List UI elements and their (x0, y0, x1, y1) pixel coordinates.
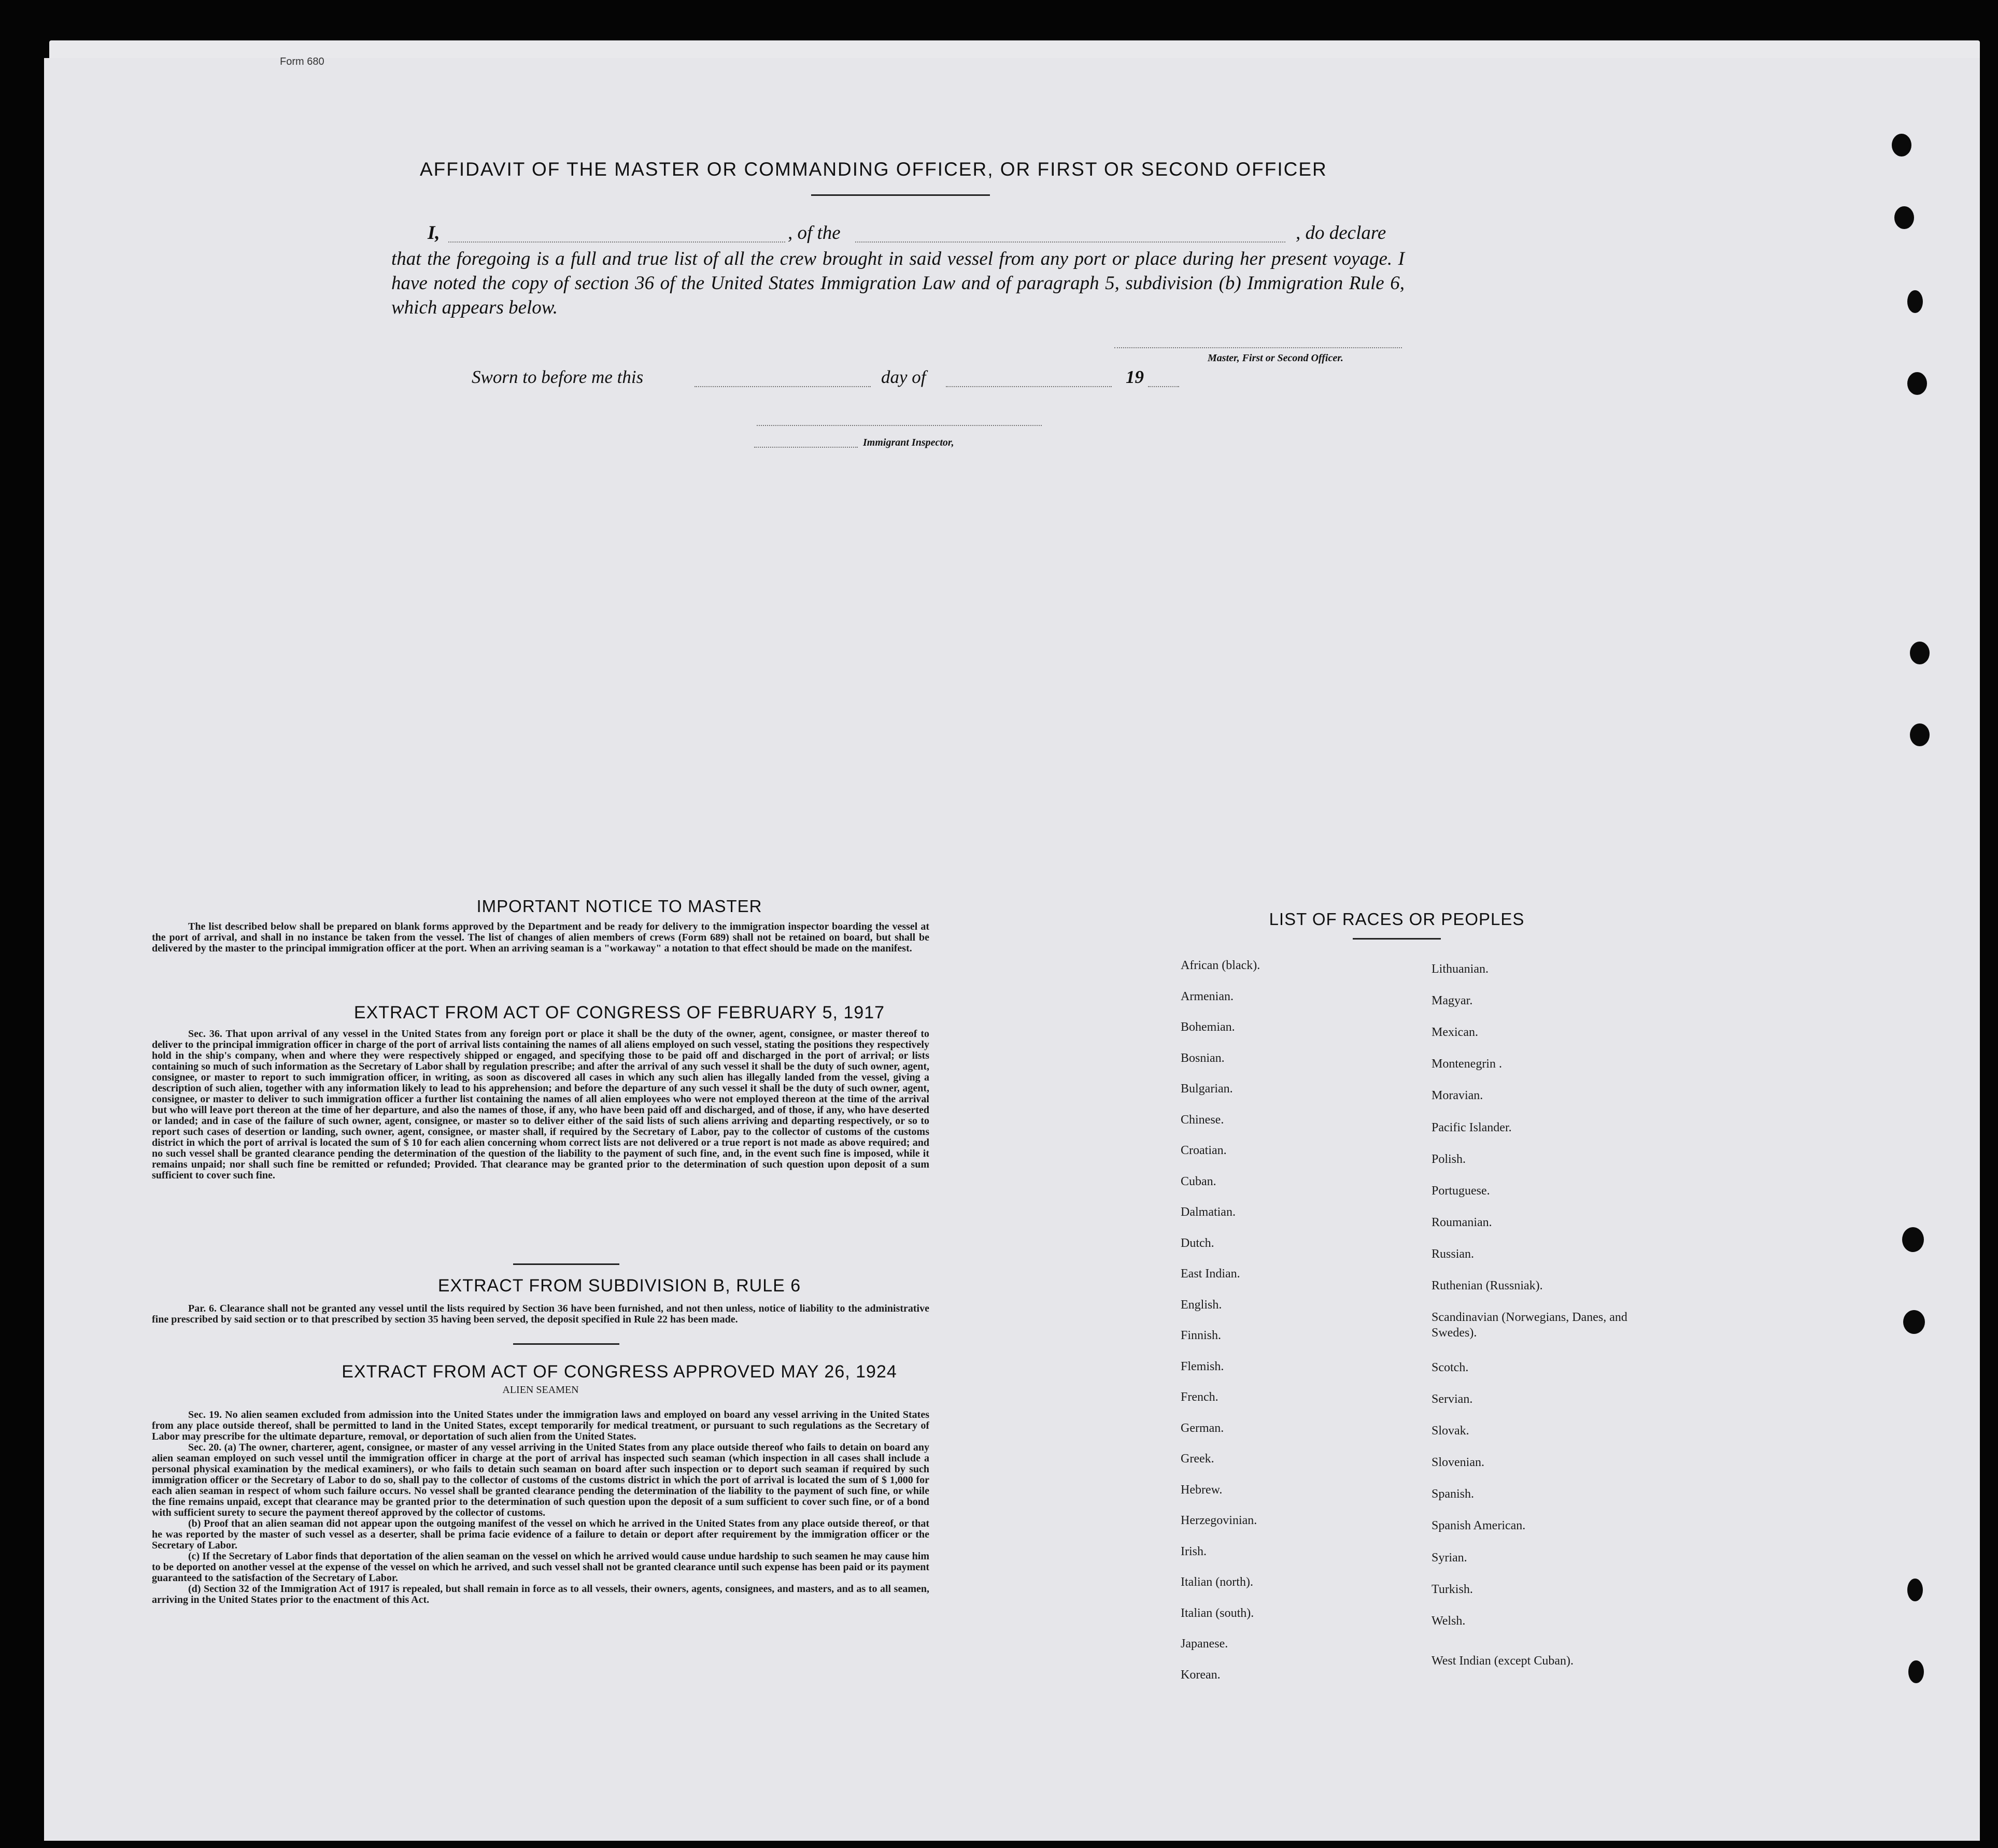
extract-1924-paragraph: Sec. 20. (a) The owner, charterer, agent, consignee, or master of any vessel arriving in the United States from any place outside thereof who fails to detain on board any alien seaman employed on such vessel until the immigration officer in charge at the port of arrival has inspected such seaman (which inspection in all cases shall include a personal physical examination by the medical examiners), or who fails to detain such seaman on board after such inspection or to deport such seaman if required by such immigration officer or the Secretary of Labor to do so, shall pay to the collector of customs of the customs district in which the port of arrival is located the sum of $ 1,000 for each alien seaman in respect of whom such failure occurs. No vessel shall be granted clearance pending the determination of the liability to the payment of such fine, or while the fine remains unpaid, except that clearance may be granted prior to the determination of such question upon the deposit of a sum sufficient to cover such fine, or of a bond with sufficient surety to secure the payment thereof approved by the collector of customs. (152, 1442, 929, 1518)
race-item: Slovak. (1432, 1424, 1469, 1438)
alien-seamen-subheading: ALIEN SEAMEN (502, 1384, 579, 1396)
race-item: Turkish. (1432, 1583, 1473, 1596)
race-item: Bulgarian. (1181, 1082, 1233, 1096)
race-item: Spanish American. (1432, 1519, 1526, 1532)
day-of-label: day of (881, 367, 926, 387)
divider-rule (513, 1343, 619, 1345)
declaration-line-1 (391, 222, 1405, 246)
race-item: Dalmatian. (1181, 1205, 1236, 1219)
race-item: Scotch. (1432, 1361, 1469, 1374)
of-the-label: , of the (788, 222, 841, 244)
affidavit-title: AFFIDAVIT OF THE MASTER OR COMMANDING OFFICER, OR FIRST OR SECOND OFFICER (420, 159, 1327, 180)
binder-hole-icon (1892, 134, 1911, 157)
form-number: Form 680 (280, 56, 324, 67)
race-item: Ruthenian (Russniak). (1432, 1279, 1543, 1292)
inspector-signature-field[interactable] (757, 425, 1042, 426)
race-item: Portuguese. (1432, 1184, 1490, 1198)
race-item: Russian. (1432, 1247, 1475, 1261)
race-item: Bosnian. (1181, 1051, 1225, 1065)
race-item: Croatian. (1181, 1144, 1227, 1157)
year-prefix: 19 (1126, 367, 1144, 387)
race-item: Irish. (1181, 1544, 1207, 1558)
binder-hole-icon (1907, 372, 1927, 395)
declarant-name-field[interactable] (448, 241, 785, 243)
binder-hole-icon (1908, 1660, 1924, 1683)
master-signature-field[interactable] (1114, 347, 1402, 348)
race-item: Hebrew. (1181, 1483, 1223, 1497)
extract-1924-paragraph: (c) If the Secretary of Labor finds that deportation of the alien seaman on the vessel on which he arrived would cause undue hardship to such seamen he may cause him to be deported on another vessel at the expense of the vessel on which he arrived, and such vessel shall not be granted clearance until such expense has been paid or its payment guaranteed to the satisfaction of the Secretary of Labor. (152, 1551, 929, 1584)
race-item: Pacific Islander. (1432, 1121, 1512, 1134)
race-item: Syrian. (1432, 1551, 1467, 1565)
extract-1924-paragraph: (d) Section 32 of the Immigration Act of 1917 is repealed, but shall remain in force as to all vessels, their owners, agents, consignees, and masters, and as to all seamen, arriving in the United States prior to the enactment of this Act. (152, 1583, 929, 1605)
binder-hole-icon (1903, 1310, 1925, 1334)
extract-1924-paragraph: (b) Proof that an alien seaman did not appear upon the outgoing manifest of the vessel on which he arrived in the United States from any place outside thereof, or that he was reported by the master of such vessel as a deserter, shall be prima facie evidence of a failure to detain or deport after requirement by the immigration officer or the Secretary of Labor. (152, 1518, 929, 1551)
race-item: Finnish. (1181, 1329, 1222, 1342)
rule6-text: Par. 6. Clearance shall not be granted any vessel until the lists required by Section 36 have been furnished, and not then unless, notice of liability to the administrative fine prescribed by said section or to that prescribed by section 35 having been served, the deposit specified in Rule 22 has been made. (152, 1303, 929, 1325)
race-item: Chinese. (1181, 1113, 1224, 1127)
signature-label: Master, First or Second Officer. (1208, 352, 1343, 364)
race-item: Servian. (1432, 1392, 1473, 1406)
race-item: Scandinavian (Norwegians, Danes, and Swedes). (1432, 1311, 1627, 1340)
notice-text: The list described below shall be prepared on blank forms approved by the Department and be ready for delivery to the immigration inspector boarding the vessel at the port of arrival, and shall in no instance be taken from the vessel. The list of changes of alien members of crews (Form 689) shall not be retained on board, but shall be delivered by the master to the principal immigration officer at the port. When an arriving seaman is a "workaway" a notation to that effect should be made on the manifest. (152, 921, 929, 954)
races-underline (1353, 938, 1441, 940)
race-item: Japanese. (1181, 1637, 1228, 1651)
sworn-year-field[interactable] (1148, 386, 1179, 387)
inspector-label: Immigrant Inspector, (863, 437, 954, 448)
race-item: Lithuanian. (1432, 962, 1489, 976)
notice-heading: IMPORTANT NOTICE TO MASTER (476, 897, 762, 916)
extract-1917-text: Sec. 36. That upon arrival of any vessel in the United States from any foreign port or place it shall be the duty of the owner, agent, consignee, or master thereof to deliver to the principal immigration officer in charge of the port of arrival lists containing the names of all aliens employed on such vessel, stating the positions they respectively hold in the ship's company, when and where they were respectively shipped or engaged, and specifying those to be paid off and discharged in the port of arrival; or lists containing so much of such information as the Secretary of Labor shall by regulation prescribe; and after the arrival of any such vessel it shall be the duty of such owner, agent, consignee, or master to report to such immigration officer, in writing, as soon as discovered all cases in which any such alien has illegally landed from the vessel, giving a description of such alien, together with any information likely to lead to his apprehension; and before the departure of any such vessel it shall be the duty of such owner, agent, consignee, or master to deliver to such immigration officer a further list containing the names of all alien employees who were not employed thereon at the time of the arrival but who will leave port thereon at the time of her departure, and also the names of those, if any, who have been paid off and discharged, and of those, if any, who have deserted or landed; and in case of the failure of such owner, agent, consignee, or master so to deliver either of the said lists of such aliens arriving and departing respectively, or so to report such cases of desertion or landing, such owner, agent, consignee, or master shall, if required by the Secretary of Labor, pay to the collector of customs of the customs district in which the port of arrival is located the sum of $ 10 for each alien concerning whom correct lists are not delivered or a true report is not made as above required; and no such vessel shall be granted clearance pending the determination of the question of the liability to the payment of such fine, and, in the event such fine is imposed, while it remains unpaid; nor shall such fine be remitted or refunded; Provided. That clearance may be granted prior to the determination of such question upon deposit of a sum sufficient to cover such fine. (152, 1028, 929, 1181)
binder-hole-icon (1910, 642, 1930, 664)
race-item: Slovenian. (1432, 1456, 1484, 1469)
sworn-day-field[interactable] (695, 386, 871, 387)
inspector-dotted-lead (754, 447, 858, 448)
race-item: West Indian (except Cuban). (1432, 1654, 1574, 1668)
race-item: French. (1181, 1390, 1218, 1404)
divider-rule (513, 1263, 619, 1265)
race-item: Mexican. (1432, 1026, 1478, 1039)
sworn-month-field[interactable] (946, 386, 1112, 387)
vessel-name-field[interactable] (855, 241, 1285, 243)
binder-hole-icon (1894, 206, 1914, 229)
race-item: Dutch. (1181, 1236, 1214, 1250)
extract-1917-heading: EXTRACT FROM ACT OF CONGRESS OF FEBRUARY 5, 1917 (353, 1003, 885, 1022)
race-item: Armenian. (1181, 989, 1234, 1003)
race-item: African (black). (1181, 959, 1260, 972)
race-item: Montenegrin . (1432, 1057, 1502, 1071)
race-item: Herzegovinian. (1181, 1514, 1257, 1527)
race-item: Moravian. (1432, 1089, 1483, 1102)
extract-1924-paragraph: Sec. 19. No alien seamen excluded from admission into the United States under the immigration laws and employed on board any vessel arriving in the United States from any place outside thereof, shall be permitted to land in the United States, except temporarily for medical treatment, or pursuant to such regulations as the Secretary of Labor may prescribe for the ultimate departure, removal, or deportation of such alien from the United States. (152, 1409, 929, 1442)
race-item: Flemish. (1181, 1359, 1224, 1373)
binder-hole-icon (1907, 290, 1923, 313)
binder-hole-icon (1902, 1227, 1924, 1252)
race-item: Bohemian. (1181, 1020, 1235, 1034)
sworn-text: Sworn to before me this (472, 367, 644, 387)
extract-1924-body (152, 1410, 929, 1605)
race-item: Italian (north). (1181, 1575, 1253, 1589)
race-item: Welsh. (1432, 1614, 1466, 1628)
race-item: Polish. (1432, 1153, 1466, 1166)
race-item: Cuban. (1181, 1174, 1216, 1188)
race-item: Greek. (1181, 1452, 1214, 1466)
races-heading: LIST OF RACES OR PEOPLES (1269, 909, 1525, 929)
race-item: Roumanian. (1432, 1216, 1492, 1229)
race-item: German. (1181, 1421, 1224, 1435)
race-item: Magyar. (1432, 994, 1473, 1007)
race-item: Spanish. (1432, 1487, 1475, 1501)
extract-1924-heading: EXTRACT FROM ACT OF CONGRESS APPROVED MAY 26, 1924 (342, 1362, 897, 1382)
race-item: Korean. (1181, 1668, 1221, 1682)
race-item: Italian (south). (1181, 1606, 1254, 1620)
do-declare-label: , do declare (1296, 222, 1386, 244)
binder-hole-icon (1910, 723, 1930, 746)
declaration-text: that the foregoing is a full and true list of all the crew brought in said vessel from any port or place during her present voyage. I have noted the copy of section 36 of the United States Immigration Law and of paragraph 5, subdivision (b) Immigration Rule 6, which appears below. (391, 248, 1405, 318)
rule6-heading: EXTRACT FROM SUBDIVISION B, RULE 6 (437, 1276, 801, 1296)
title-underline (811, 194, 990, 196)
race-item: East Indian. (1181, 1267, 1240, 1281)
race-item: English. (1181, 1298, 1222, 1312)
binder-hole-icon (1907, 1579, 1923, 1601)
declarant-label: I, (428, 222, 440, 244)
